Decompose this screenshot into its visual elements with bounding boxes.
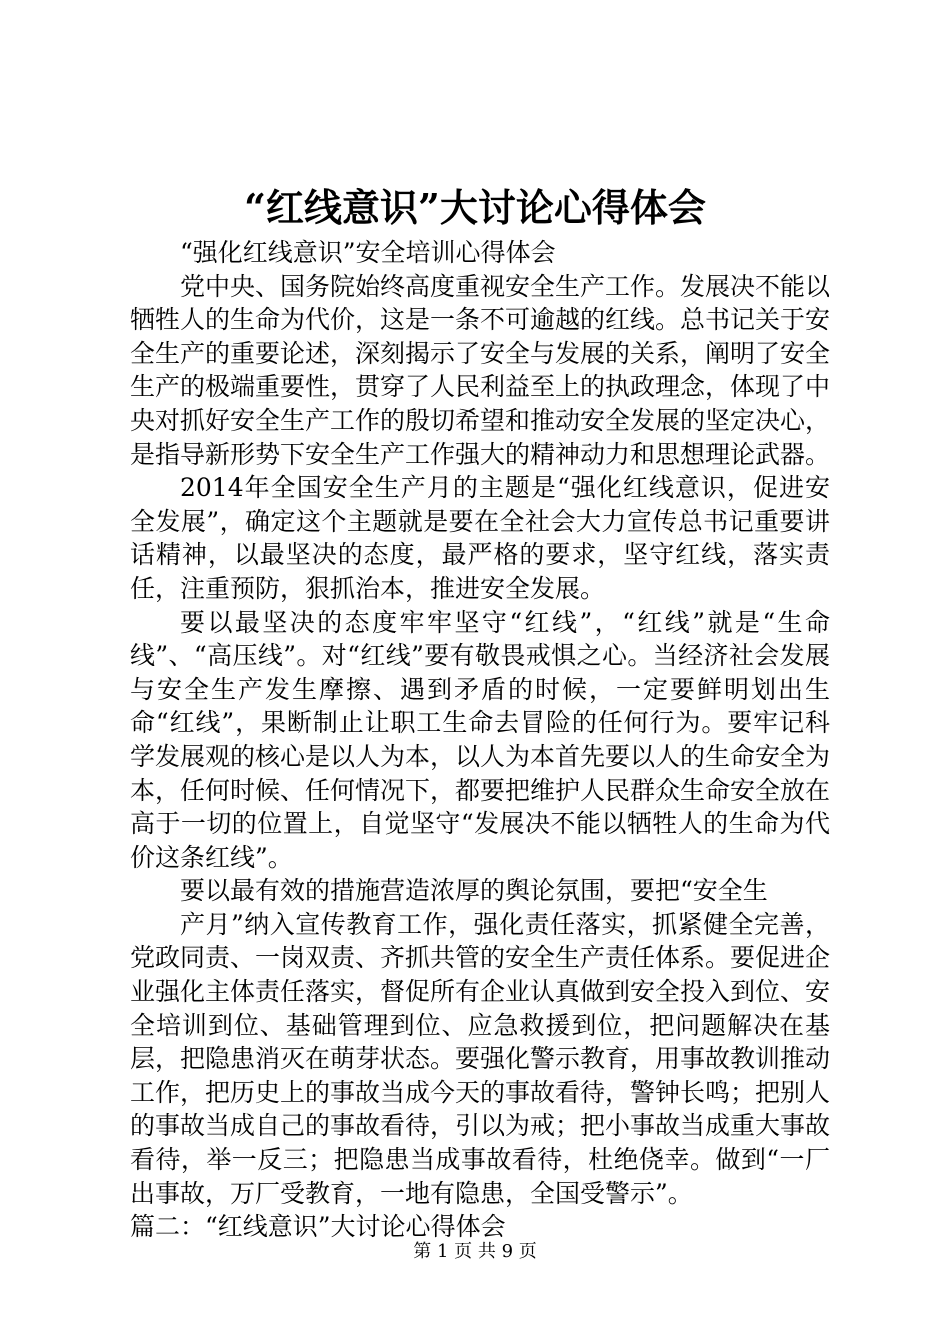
- paragraph: 产月”纳入宣传教育工作，强化责任落实，抓紧健全完善，党政同责、一岗双责、齐抓共管的安全生产责任体系。要促进企业强化主体责任落实，督促所有企业认真做到安全投入到位、安全培训到位、基础管理到位、应急救援到位，把问题解决在基层，把隐患消灭在萌芽状态。要强化警示教育，用事故教训推动工作，把历史上的事故当成今天的事故看待，警钟长鸣；把别人的事故当成自己的事故看待，引以为戒；把小事故当成重大事故看待，举一反三；把隐患当成事故看待，杜绝侥幸。做到“一厂出事故，万厂受教育，一地有隐患，全国受警示”。: [130, 909, 831, 1208]
- paragraph: 党中央、国务院始终高度重视安全生产工作。发展决不能以牺牲人的生命为代价，这是一条不可逾越的红线。总书记关于安全生产的重要论述，深刻揭示了安全与发展的关系，阐明了安全生产的极端重要性，贯穿了人民利益至上的执政理念，体现了中央对抓好安全生产工作的殷切希望和推动安全发展的坚定决心，是指导新形势下安全生产工作强大的精神动力和思想理论武器。: [130, 271, 831, 469]
- paragraph: 要以最坚决的态度牢牢坚守“红线”，“红线”就是“生命线”、“高压线”。对“红线”要有敬畏戒惧之心。当经济社会发展与安全生产发生摩擦、遇到矛盾的时候，一定要鲜明划出生命“红线”，果断制止让职工生命去冒险的任何行为。要牢记科学发展观的核心是以人为本，以人为本首先要以人的生命安全为本，任何时候、任何情况下，都要把维护人民群众生命安全放在高于一切的位置上，自觉坚守“发展决不能以牺牲人的生命为代价这条红线”。: [130, 607, 831, 872]
- page-number: 第 1 页 共 9 页: [413, 1241, 537, 1262]
- document-subtitle: “强化红线意识”安全培训心得体会: [180, 238, 556, 267]
- section-heading: 篇二：“红线意识”大讨论心得体会: [130, 1212, 506, 1242]
- paragraph: 2014年全国安全生产月的主题是“强化红线意识，促进安全发展”，确定这个主题就是要在全社会大力宣传总书记重要讲话精神，以最坚决的态度，最严格的要求，坚守红线，落实责任，注重预防，狠抓治本，推进安全发展。: [130, 473, 830, 603]
- document-body: [130, 236, 830, 1244]
- paragraph: 要以最有效的措施营造浓厚的舆论氛围，要把“安全生: [180, 876, 768, 906]
- document-title: “红线意识”大讨论心得体会: [244, 185, 706, 230]
